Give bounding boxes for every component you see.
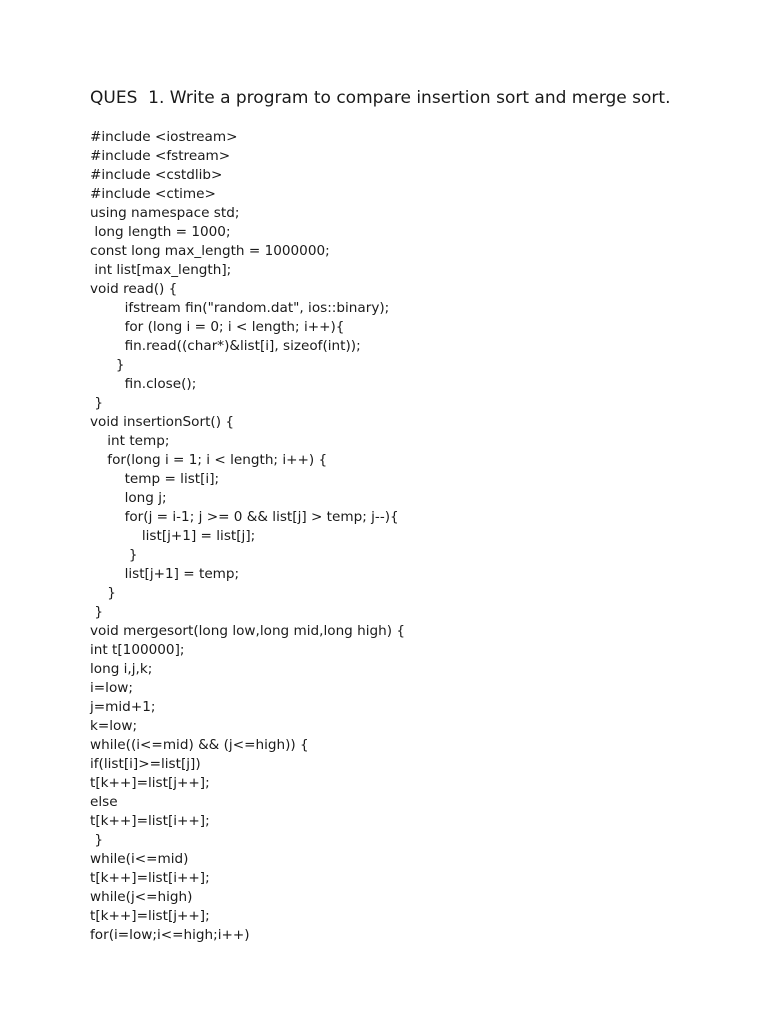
code-line: if(list[i]>=list[j]) <box>90 756 201 772</box>
code-line: long length = 1000; <box>90 224 231 240</box>
code-line: ifstream fin("random.dat", ios::binary); <box>90 300 390 316</box>
code-line: temp = list[i]; <box>90 471 220 487</box>
code-line: for(i=low;i<=high;i++) <box>90 927 250 943</box>
code-line: t[k++]=list[i++]; <box>90 813 210 829</box>
code-line: int temp; <box>90 433 170 449</box>
code-line: while(j<=high) <box>90 889 193 905</box>
code-line: t[k++]=list[i++]; <box>90 870 210 886</box>
code-line: long j; <box>90 490 167 506</box>
code-line: using namespace std; <box>90 205 240 221</box>
code-line: void mergesort(long low,long mid,long high) { <box>90 623 406 639</box>
code-line: #include <fstream> <box>90 148 231 164</box>
code-line: #include <iostream> <box>90 129 238 145</box>
code-line: j=mid+1; <box>90 699 156 715</box>
code-line: long i,j,k; <box>90 661 153 677</box>
code-line: for(j = i-1; j >= 0 && list[j] > temp; j--){ <box>90 509 399 525</box>
code-line: } <box>90 604 103 620</box>
code-line: i=low; <box>90 680 133 696</box>
code-line: while(i<=mid) <box>90 851 189 867</box>
code-line: } <box>90 547 138 563</box>
code-line: for(long i = 1; i < length; i++) { <box>90 452 328 468</box>
code-line: while((i<=mid) && (j<=high)) { <box>90 737 309 753</box>
code-line: const long max_length = 1000000; <box>90 243 330 259</box>
code-line: k=low; <box>90 718 138 734</box>
code-line: t[k++]=list[j++]; <box>90 908 210 924</box>
code-line: void read() { <box>90 281 178 297</box>
code-line: list[j+1] = temp; <box>90 566 240 582</box>
code-line: #include <ctime> <box>90 186 216 202</box>
code-line: void insertionSort() { <box>90 414 234 430</box>
question-heading: QUES 1. Write a program to compare insertion sort and merge sort. <box>90 88 671 108</box>
code-line: } <box>90 357 125 373</box>
code-line: t[k++]=list[j++]; <box>90 775 210 791</box>
code-line: fin.read((char*)&list[i], sizeof(int)); <box>90 338 361 354</box>
code-line: #include <cstdlib> <box>90 167 223 183</box>
code-line: int list[max_length]; <box>90 262 232 278</box>
code-block <box>90 128 405 945</box>
code-line: fin.close(); <box>90 376 197 392</box>
code-line: } <box>90 585 116 601</box>
code-line: } <box>90 395 103 411</box>
code-line: int t[100000]; <box>90 642 185 658</box>
code-line: else <box>90 794 118 810</box>
code-line: list[j+1] = list[j]; <box>90 528 256 544</box>
code-line: for (long i = 0; i < length; i++){ <box>90 319 345 335</box>
code-line: } <box>90 832 103 848</box>
